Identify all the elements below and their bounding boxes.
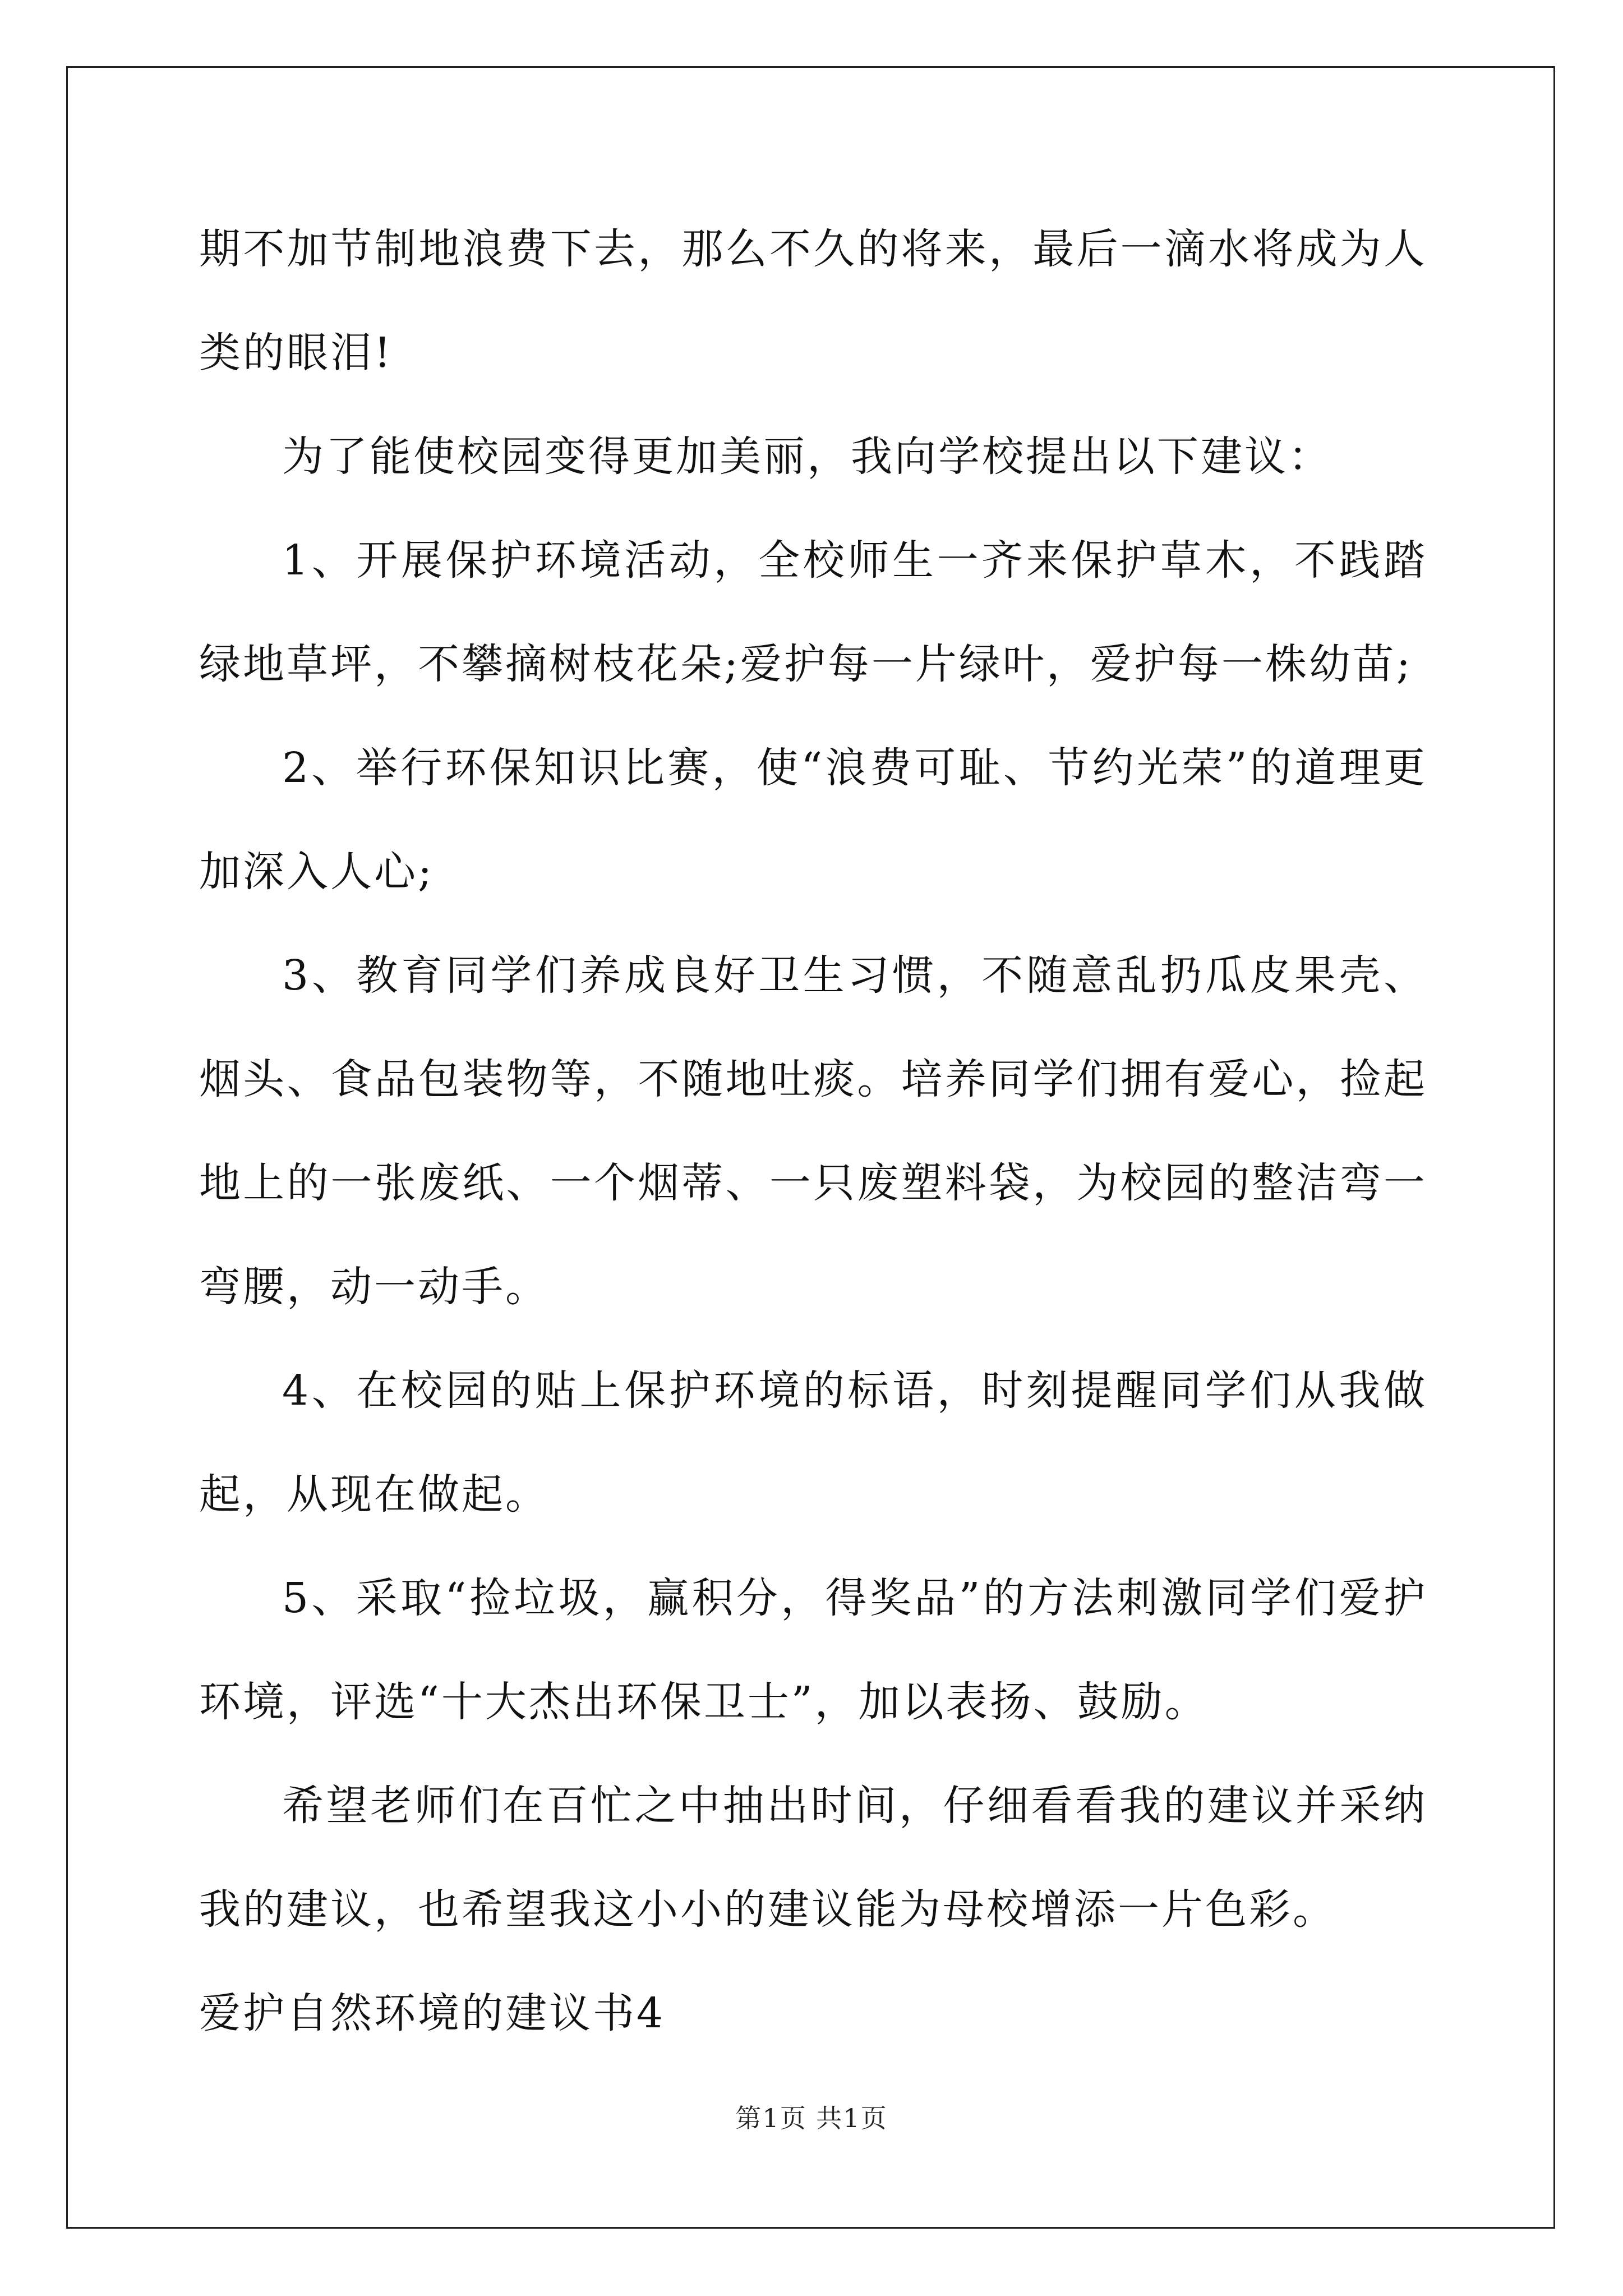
page-footer: 第1页 共1页 (735, 2103, 888, 2133)
paragraph-continuation: 期不加节制地浪费下去，那么不久的将来，最后一滴水将成为人类的眼泪! (199, 225, 1427, 377)
paragraph-intro: 为了能使校园变得更加美丽，我向学校提出以下建议： (282, 432, 1332, 481)
paragraph-suggestion-3: 3、教育同学们养成良好卫生习惯，不随意乱扔瓜皮果壳、烟头、食品包装物等，不随地吐痰。培养同学们拥有爱心，捡起地上的一张废纸、一个烟蒂、一只废塑料袋，为校园的整洁弯一弯腰，动一动手。 (199, 951, 1427, 1311)
paragraph-suggestion-1: 1、开展保护环境活动，全校师生一齐来保护草木，不践踏绿地草坪，不攀摘树枝花朵;爱护每一片绿叶，爱护每一株幼苗; (199, 536, 1427, 688)
paragraph-suggestion-4: 4、在校园的贴上保护环境的标语，时刻提醒同学们从我做起，从现在做起。 (199, 1366, 1427, 1519)
section-heading: 爱护自然环境的建议书4 (199, 1989, 666, 2037)
document-body (199, 197, 1427, 2065)
paragraph-suggestion-5: 5、采取“捡垃圾，赢积分，得奖品”的方法刺激同学们爱护环境，评选“十大杰出环保卫士”，加以表扬、鼓励。 (199, 1574, 1427, 1726)
paragraph-suggestion-2: 2、举行环保知识比赛，使“浪费可耻、节约光荣”的道理更加深入人心; (199, 744, 1427, 896)
paragraph-closing: 希望老师们在百忙之中抽出时间，仔细看看我的建议并采纳我的建议，也希望我这小小的建议能为母校增添一片色彩。 (199, 1782, 1427, 1934)
